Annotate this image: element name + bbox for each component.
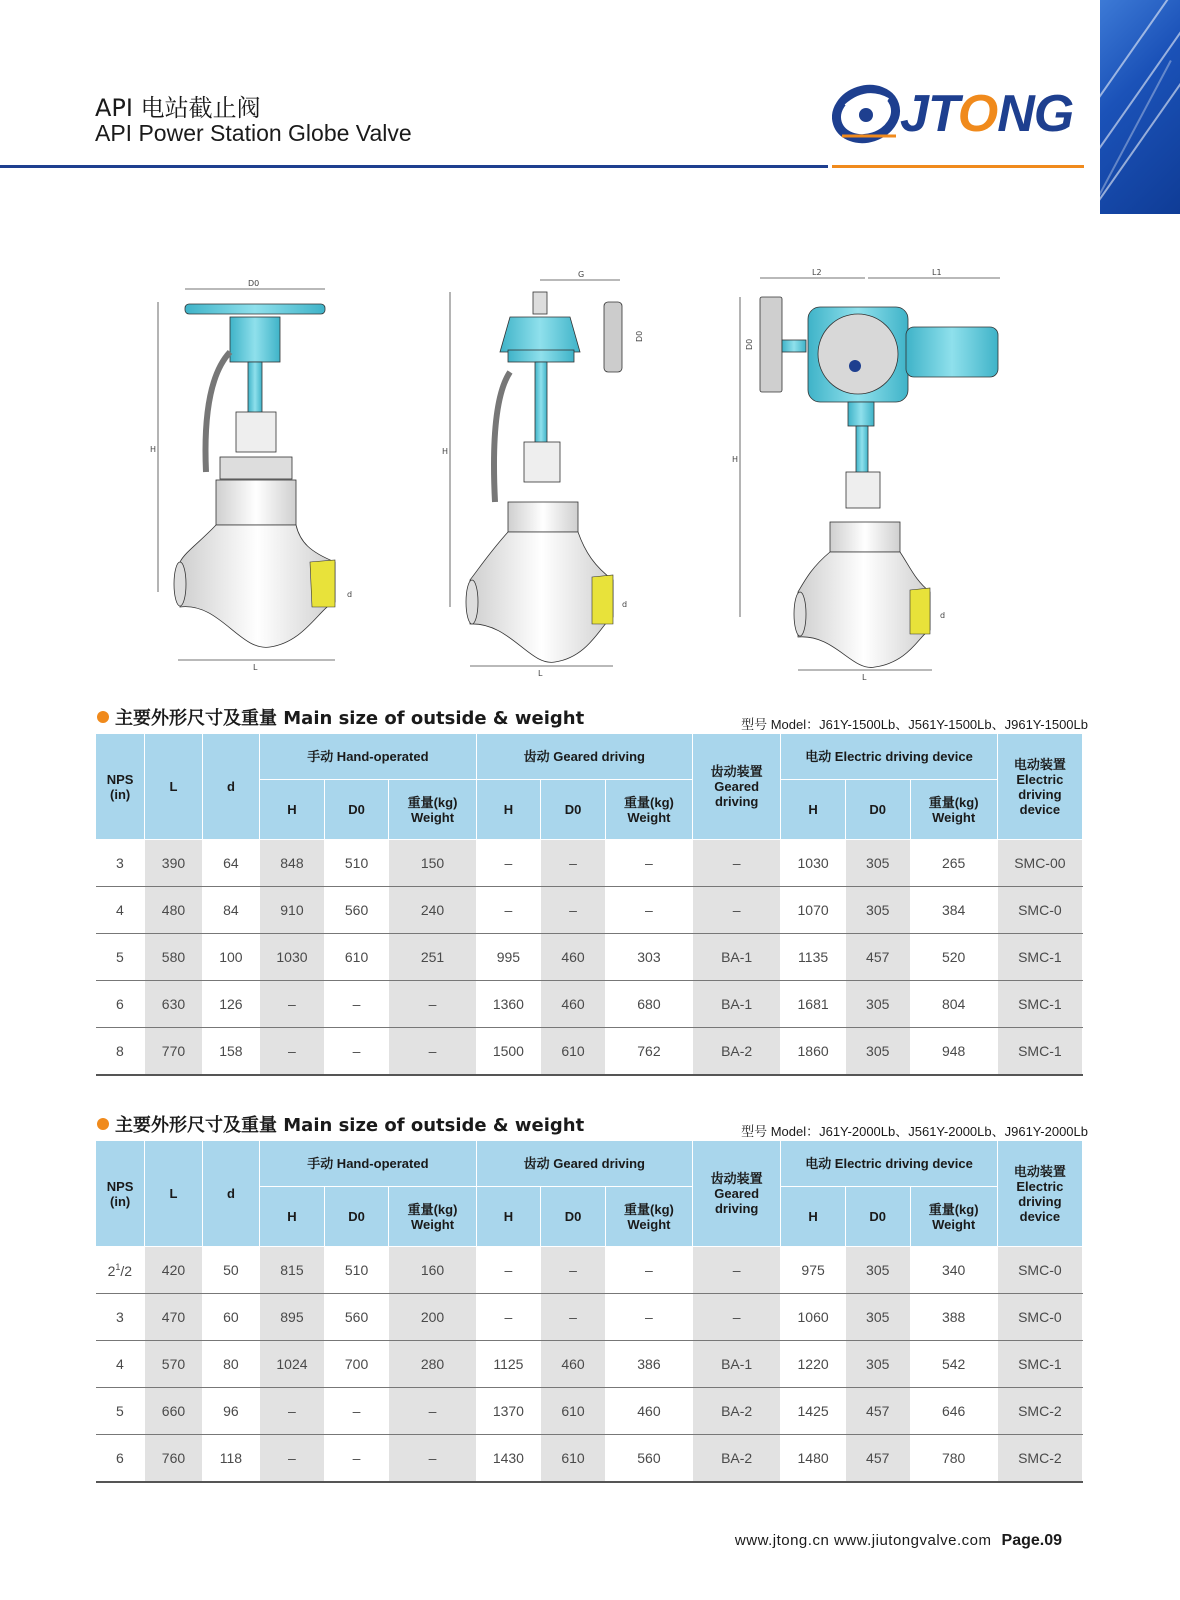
dim-label-electric-l: L [862,673,867,682]
cell: BA-2 [693,1028,781,1075]
col-group-electric: 电动 Electric driving device [781,734,997,780]
cell: – [605,1294,692,1341]
col-header-l: L [145,734,202,840]
cell: – [693,840,781,887]
cell: 50 [202,1247,259,1294]
col-header-l: L [145,1141,202,1247]
cell: 305 [845,887,910,934]
cell: 910 [260,887,325,934]
cell: – [605,1247,692,1294]
cell: 100 [202,934,259,981]
cell: 158 [202,1028,259,1075]
cell: 457 [845,1435,910,1482]
cell: – [389,981,476,1028]
col-header-hand-d0: D0 [324,1187,389,1247]
dim-label-h: H [150,445,157,454]
col-header-hand-h: H [260,1187,325,1247]
cell: 1220 [781,1341,846,1388]
cell: 610 [541,1435,606,1482]
cell: 6 [96,1435,145,1482]
section-model-1: 型号 Model：J61Y-1500Lb、J561Y-1500Lb、J961Y-1500Lb [741,717,1088,732]
table-row [96,1028,1083,1075]
col-header-geared-weight: 重量(kg) Weight [605,780,692,840]
cell: – [605,887,692,934]
cell: 1480 [781,1435,846,1482]
cell: 1860 [781,1028,846,1075]
cell: – [389,1028,476,1075]
cell: 126 [202,981,259,1028]
page-title-en: API Power Station Globe Valve [95,120,412,146]
col-group-hand: 手动 Hand-operated [260,734,476,780]
cell: 305 [845,1294,910,1341]
cell: – [260,981,325,1028]
cell: BA-2 [693,1435,781,1482]
cell: – [476,840,541,887]
cell: 280 [389,1341,476,1388]
cell: 96 [202,1388,259,1435]
cell: BA-1 [693,934,781,981]
cell: 1070 [781,887,846,934]
cell: 64 [202,840,259,887]
cell: 4 [96,887,145,934]
table-row [96,981,1083,1028]
cell: 457 [845,1388,910,1435]
cell: SMC-1 [997,934,1082,981]
cell: 1030 [781,840,846,887]
cell: SMC-0 [997,1247,1082,1294]
cell: – [693,1294,781,1341]
dim-label-d0: D0 [248,279,260,288]
cell: 995 [476,934,541,981]
cell: SMC-2 [997,1435,1082,1482]
cell: 265 [910,840,997,887]
col-header-electric-weight: 重量(kg) Weight [910,1187,997,1247]
bullet-dot-icon [97,1118,109,1130]
cell: – [260,1028,325,1075]
cell: 460 [605,1388,692,1435]
cell: 240 [389,887,476,934]
col-header-geared-d0: D0 [541,1187,606,1247]
table-row [96,840,1083,887]
cell: 570 [145,1341,202,1388]
cell: BA-2 [693,1388,781,1435]
table-row [96,1294,1083,1341]
cell: – [476,1294,541,1341]
col-header-geared-weight: 重量(kg) Weight [605,1187,692,1247]
cell: – [693,1247,781,1294]
cell: 305 [845,1028,910,1075]
col-header-electric-h: H [781,780,846,840]
cell: – [541,840,606,887]
cell: – [541,887,606,934]
cell: 1430 [476,1435,541,1482]
cell: 1024 [260,1341,325,1388]
cell: 948 [910,1028,997,1075]
col-header-hand-h: H [260,780,325,840]
footer-urls[interactable]: www.jtong.cn www.jiutongvalve.com [734,1532,992,1549]
col-header-hand-weight: 重量(kg) Weight [389,780,476,840]
cell: 610 [324,934,389,981]
cell: 3 [96,840,145,887]
dim-label-geared-d0: D0 [635,330,644,342]
cell: 580 [145,934,202,981]
cell: 384 [910,887,997,934]
cell: – [541,1294,606,1341]
cell: 542 [910,1341,997,1388]
cell: – [260,1435,325,1482]
cell: 200 [389,1294,476,1341]
cell: SMC-0 [997,887,1082,934]
cell: – [693,887,781,934]
cell: 386 [605,1341,692,1388]
valve-drawings [140,262,1040,692]
cell: BA-1 [693,981,781,1028]
header-rule-orange [832,165,1084,168]
cell: 680 [605,981,692,1028]
cell: BA-1 [693,1341,781,1388]
cell: 305 [845,981,910,1028]
col-header-geared-h: H [476,780,541,840]
col-group-hand: 手动 Hand-operated [260,1141,476,1187]
col-header-d: d [202,734,259,840]
cell: SMC-00 [997,840,1082,887]
cell: 390 [145,840,202,887]
cell: – [324,1388,389,1435]
header-rule-blue [0,165,828,168]
cell: – [541,1247,606,1294]
cell: 1135 [781,934,846,981]
cell: 520 [910,934,997,981]
cell: 3 [96,1294,145,1341]
cell: 305 [845,1341,910,1388]
cell: 646 [910,1388,997,1435]
cell: – [389,1388,476,1435]
cell: 1500 [476,1028,541,1075]
cell: 1370 [476,1388,541,1435]
table-row [96,1388,1083,1435]
logo-wordmark: JTONG [900,85,1074,143]
cell: 895 [260,1294,325,1341]
dim-label-g: G [578,270,585,279]
cell: SMC-2 [997,1388,1082,1435]
cell: 975 [781,1247,846,1294]
hand-operated-valve-drawing [150,279,352,672]
cell: 420 [145,1247,202,1294]
spec-table-1500lb [95,733,1083,1076]
cell: 160 [389,1247,476,1294]
section-heading-2: 主要外形尺寸及重量 Main size of outside & weight [97,1111,584,1137]
geared-valve-drawing [442,270,644,678]
dim-label-l1: L1 [932,268,942,277]
col-header-nps: NPS (in) [96,1141,145,1247]
bullet-dot-icon [97,711,109,723]
cell: – [605,840,692,887]
table-row [96,1341,1083,1388]
cell: 804 [910,981,997,1028]
cell: 80 [202,1341,259,1388]
cell: 1425 [781,1388,846,1435]
cell: 848 [260,840,325,887]
cell: – [324,981,389,1028]
col-header-hand-weight: 重量(kg) Weight [389,1187,476,1247]
section-heading-1: 主要外形尺寸及重量 Main size of outside & weight [97,704,584,730]
col-header-electric-device: 电动装置 Electric driving device [997,1141,1082,1247]
section-model-2: 型号 Model：J61Y-2000Lb、J561Y-2000Lb、J961Y-2000Lb [741,1124,1088,1139]
cell: 560 [605,1435,692,1482]
spec-table-2000lb [95,1140,1083,1483]
cell: 1681 [781,981,846,1028]
dim-label-l: L [253,663,258,672]
corner-decoration [1100,0,1180,214]
table-row [96,934,1083,981]
cell: SMC-1 [997,981,1082,1028]
dim-label-geared-h: H [442,447,449,456]
footer [735,1532,1062,1550]
cell: SMC-1 [997,1341,1082,1388]
cell: 560 [324,887,389,934]
cell: 510 [324,1247,389,1294]
dim-label-d: d [347,590,353,599]
cell: 480 [145,887,202,934]
dim-label-l2: L2 [812,268,822,277]
cell: 460 [541,934,606,981]
cell: 8 [96,1028,145,1075]
cell: 815 [260,1247,325,1294]
cell: 610 [541,1028,606,1075]
table-row [96,1435,1083,1482]
cell: 700 [324,1341,389,1388]
cell: 560 [324,1294,389,1341]
cell: 457 [845,934,910,981]
cell: – [389,1435,476,1482]
col-header-electric-weight: 重量(kg) Weight [910,780,997,840]
dim-label-geared-l: L [538,669,543,678]
cell: 660 [145,1388,202,1435]
cell: 251 [389,934,476,981]
table-row [96,1247,1083,1294]
cell: 762 [605,1028,692,1075]
cell: 303 [605,934,692,981]
cell: 118 [202,1435,259,1482]
cell: SMC-1 [997,1028,1082,1075]
cell: 6 [96,981,145,1028]
dim-label-electric-h: H [732,455,739,464]
cell: – [324,1028,389,1075]
cell: 470 [145,1294,202,1341]
cell: 388 [910,1294,997,1341]
cell: – [476,887,541,934]
cell: 60 [202,1294,259,1341]
col-header-geared-device: 齿动装置 Geared driving [693,734,781,840]
cell: 305 [845,840,910,887]
cell: 340 [910,1247,997,1294]
cell: 84 [202,887,259,934]
cell: 460 [541,1341,606,1388]
cell-nps-fraction: $2^1/2$ [96,1247,145,1294]
cell: 770 [145,1028,202,1075]
cell: SMC-0 [997,1294,1082,1341]
col-header-electric-d0: D0 [845,1187,910,1247]
cell: 5 [96,1388,145,1435]
col-header-nps: NPS (in) [96,734,145,840]
col-header-electric-device: 电动装置 Electric driving device [997,734,1082,840]
cell: 1060 [781,1294,846,1341]
dim-label-electric-d: d [940,611,946,620]
dim-label-electric-d0: D0 [745,338,754,350]
col-header-electric-d0: D0 [845,780,910,840]
col-header-hand-d0: D0 [324,780,389,840]
cell: 760 [145,1435,202,1482]
electric-valve-drawing [732,268,1000,682]
page-title-cn: API 电站截止阀 [95,94,261,122]
cell: 1125 [476,1341,541,1388]
cell: 610 [541,1388,606,1435]
cell: 630 [145,981,202,1028]
col-header-electric-h: H [781,1187,846,1247]
col-group-electric: 电动 Electric driving device [781,1141,997,1187]
cell: 305 [845,1247,910,1294]
col-group-geared: 齿动 Geared driving [476,734,692,780]
cell: 510 [324,840,389,887]
cell: 460 [541,981,606,1028]
dim-label-geared-d: d [622,600,628,609]
cell: 1360 [476,981,541,1028]
cell: 150 [389,840,476,887]
col-header-d: d [202,1141,259,1247]
cell: 780 [910,1435,997,1482]
table-row [96,887,1083,934]
cell: 1030 [260,934,325,981]
col-group-geared: 齿动 Geared driving [476,1141,692,1187]
cell: 5 [96,934,145,981]
col-header-geared-device: 齿动装置 Geared driving [693,1141,781,1247]
col-header-geared-d0: D0 [541,780,606,840]
cell: – [260,1388,325,1435]
page-number: Page.09 [1001,1532,1062,1549]
cell: 4 [96,1341,145,1388]
col-header-geared-h: H [476,1187,541,1247]
cell: – [476,1247,541,1294]
cell: – [324,1435,389,1482]
